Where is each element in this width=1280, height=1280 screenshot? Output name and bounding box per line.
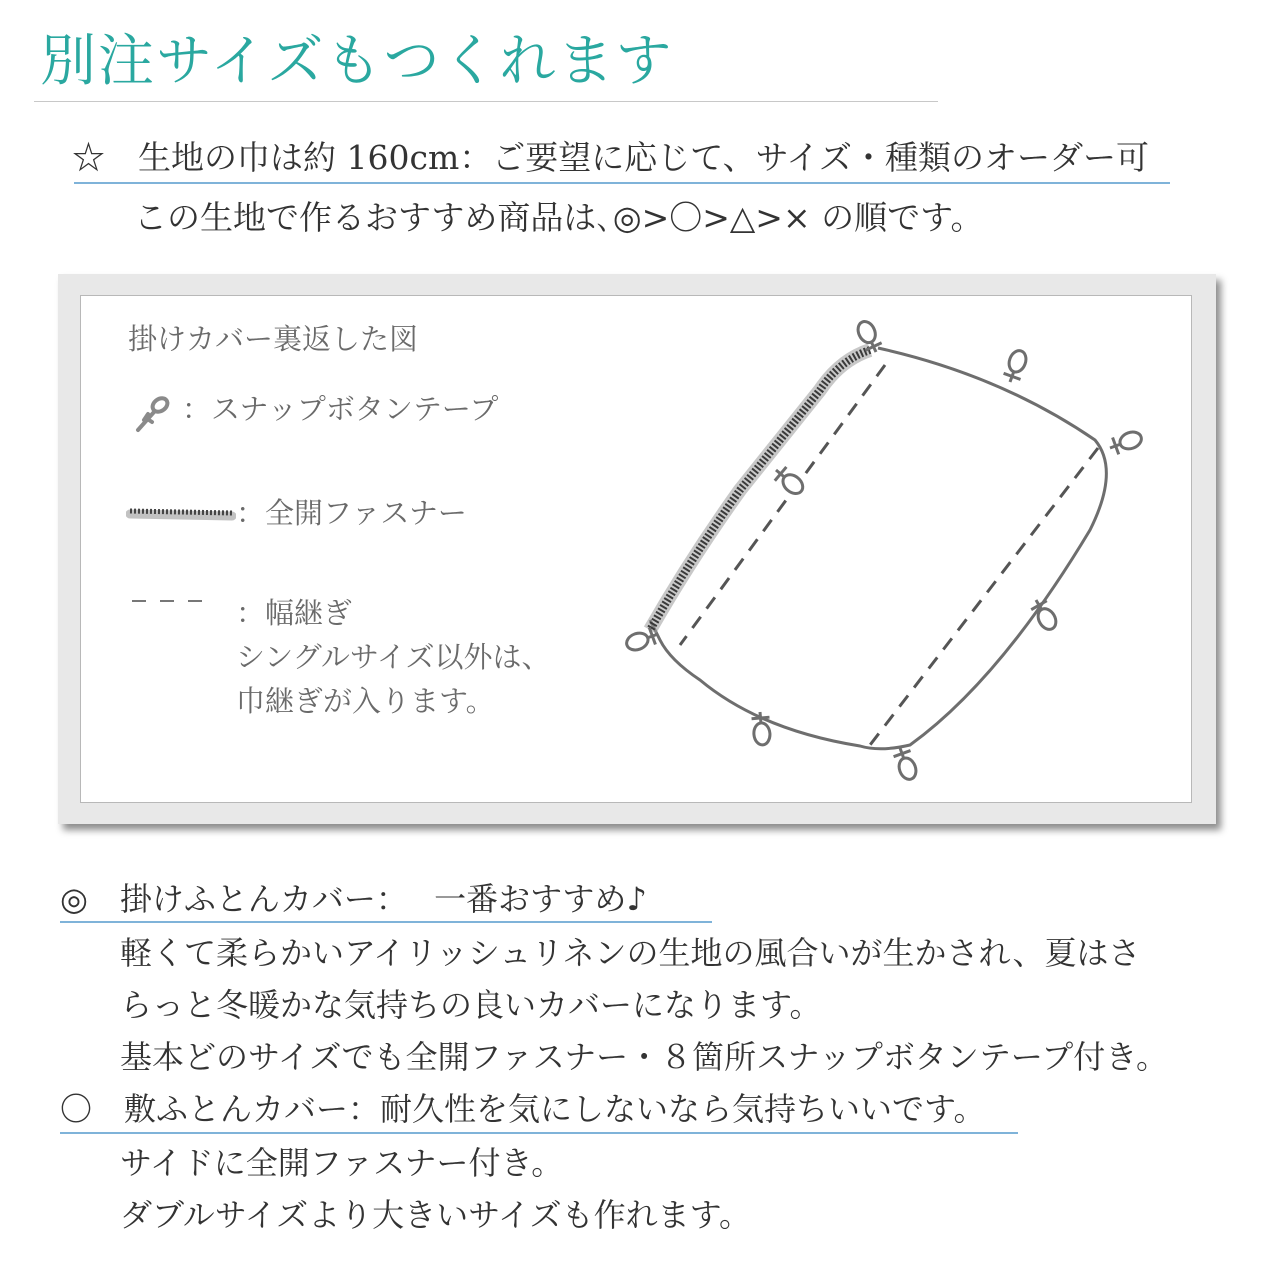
intro-line-1: ☆ 生地の巾は約 160cm：ご要望に応じて、サイズ・種類のオーダー可 bbox=[72, 138, 1149, 177]
snap-tape-icon bbox=[130, 392, 174, 436]
dashed-seam-icon bbox=[130, 594, 220, 608]
intro-underline bbox=[74, 182, 1170, 184]
legend-seam-note-1: シングルサイズ以外は、 bbox=[236, 640, 551, 674]
item-heading-duvet-cover: ◎ 掛けふとんカバー： 一番おすすめ♪ bbox=[60, 880, 647, 918]
diagram-title: 掛けカバー裏返した図 bbox=[128, 322, 419, 356]
page-title: 別注サイズもつくれます bbox=[40, 29, 674, 94]
legend-zipper-label: ：全開ファスナー bbox=[236, 496, 467, 530]
item-line: 軽くて柔らかいアイリッシュリネンの生地の風合いが生かされ、夏はさ bbox=[120, 934, 1141, 972]
item-line: サイドに全開ファスナー付き。 bbox=[120, 1144, 564, 1182]
item-line: らっと冬暖かな気持ちの良いカバーになります。 bbox=[120, 986, 822, 1024]
legend-snap-label: ：スナップボタンテープ bbox=[182, 392, 499, 426]
snap-icon bbox=[1002, 348, 1030, 385]
snap-icon bbox=[892, 745, 920, 782]
legend-seam-label: ：幅継ぎ bbox=[236, 596, 353, 630]
item-underline bbox=[60, 921, 712, 923]
duvet-cover-illustration bbox=[620, 310, 1160, 790]
legend-seam-note-2: 巾継ぎが入ります。 bbox=[236, 684, 495, 718]
seam-line-right bbox=[870, 448, 1098, 745]
zipper-icon bbox=[126, 500, 236, 530]
title-divider bbox=[34, 101, 938, 102]
cover-outline bbox=[650, 348, 1106, 749]
item-heading-futon-cover: 〇 敷ふとんカバー：耐久性を気にしないなら気持ちいいです。 bbox=[60, 1090, 986, 1128]
item-line: 基本どのサイズでも全開ファスナー・８箇所スナップボタンテープ付き。 bbox=[120, 1038, 1169, 1076]
snap-icon bbox=[1107, 428, 1144, 456]
item-line: ダブルサイズより大きいサイズも作れます。 bbox=[120, 1196, 752, 1234]
snap-icon bbox=[770, 463, 807, 498]
seam-line-left bbox=[680, 365, 885, 645]
intro-line-2: この生地で作るおすすめ商品は､◎>〇>△>× の順です。 bbox=[134, 198, 984, 237]
snap-icon bbox=[751, 711, 772, 745]
item-underline bbox=[60, 1132, 1018, 1134]
